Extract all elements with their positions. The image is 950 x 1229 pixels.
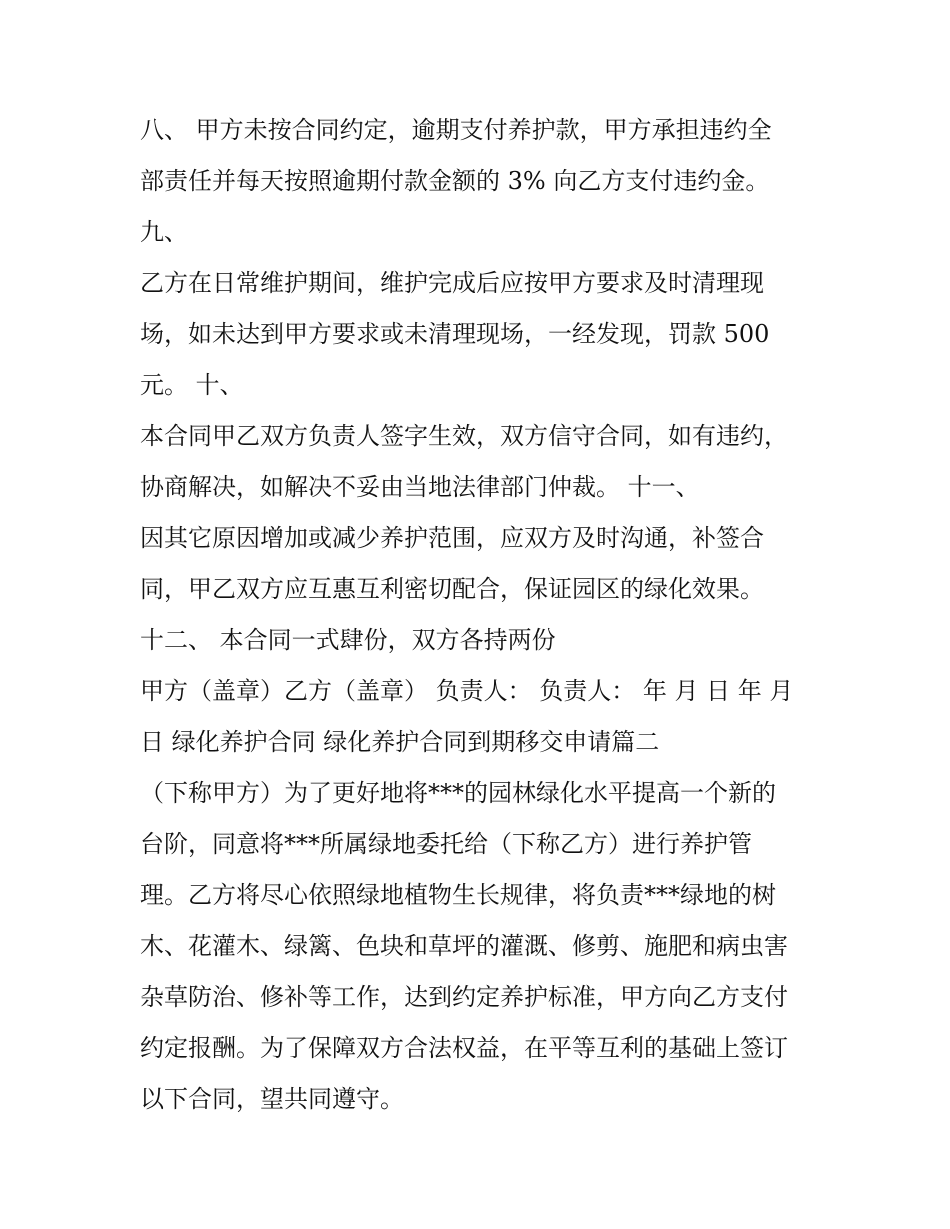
text-line: 因其它原因增加或减少养护范围，应双方及时沟通，补签合 xyxy=(140,524,764,552)
text-line: 甲方（盖章）乙方（盖章） 负责人： 负责人： 年 月 日 年 月 xyxy=(140,677,794,705)
text-line: 乙方在日常维护期间，维护完成后应按甲方要求及时清理现 xyxy=(140,269,764,297)
text-line: 以下合同，望共同遵守。 xyxy=(140,1085,404,1113)
text-line: 木、花灌木、绿篱、色块和草坪的灌溉、修剪、施肥和病虫害 xyxy=(140,932,788,960)
text-line: 日 绿化养护合同 绿化养护合同到期移交申请篇二 xyxy=(140,728,660,756)
document-body xyxy=(140,110,840,1130)
text-line: 部责任并每天按照逾期付款金额的 3% 向乙方支付违约金。 xyxy=(140,167,770,195)
text-line: 理。乙方将尽心依照绿地植物生长规律，将负责***绿地的树 xyxy=(140,881,776,909)
text-line: （下称甲方）为了更好地将***的园林绿化水平提高一个新的 xyxy=(140,779,776,807)
text-line: 九、 xyxy=(140,218,188,246)
text-line: 协商解决，如解决不妥由当地法律部门仲裁。 十一、 xyxy=(140,473,700,501)
text-line: 杂草防治、修补等工作，达到约定养护标准，甲方向乙方支付 xyxy=(140,983,788,1011)
text-line: 约定报酬。为了保障双方合法权益，在平等互利的基础上签订 xyxy=(140,1034,788,1062)
text-line: 八、 甲方未按合同约定，逾期支付养护款，甲方承担违约全 xyxy=(140,116,772,144)
text-line: 台阶，同意将***所属绿地委托给（下称乙方）进行养护管 xyxy=(140,830,752,858)
text-line: 十二、 本合同一式肆份，双方各持两份 xyxy=(140,626,556,654)
text-line: 同，甲乙双方应互惠互利密切配合，保证园区的绿化效果。 xyxy=(140,575,764,603)
text-line: 场，如未达到甲方要求或未清理现场，一经发现，罚款 500 xyxy=(140,320,770,348)
text-line: 本合同甲乙双方负责人签字生效，双方信守合同，如有违约， xyxy=(140,422,788,450)
text-line: 元。 十、 xyxy=(140,371,244,399)
